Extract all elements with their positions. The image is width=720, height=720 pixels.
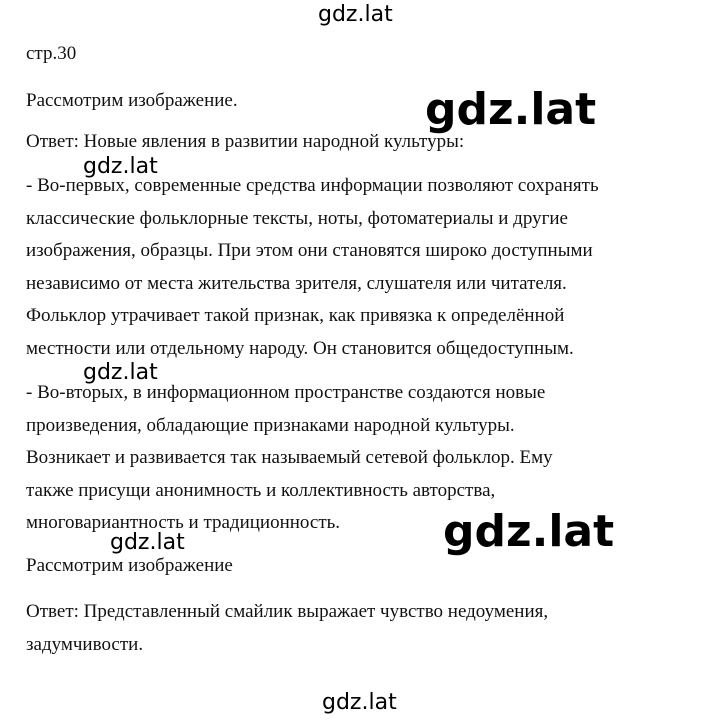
watermark: gdz.lat	[110, 530, 185, 555]
section1-heading: Рассмотрим изображение.	[26, 90, 238, 111]
point1-paragraph	[26, 170, 688, 365]
point1-line: изображения, образцы. При этом они становятся широко доступными	[26, 240, 593, 261]
section2-answer-line: Ответ: Представленный смайлик выражает чувство недоумения,	[26, 601, 549, 622]
watermark: gdz.lat	[443, 506, 615, 557]
point1-line: Фольклор утрачивает такой признак, как привязка к определённой	[26, 305, 565, 326]
page-number: стр.30	[26, 43, 77, 64]
section2-answer	[26, 596, 688, 661]
section2-answer-line: задумчивости.	[26, 633, 144, 655]
watermark: gdz.lat	[318, 2, 393, 27]
point1-line: независимо от места жительства зрителя, слушателя или читателя.	[26, 272, 567, 294]
point2-line: - Во-вторых, в информационном пространстве создаются новые	[26, 382, 546, 403]
point2-line: произведения, обладающие признаками народной культуры.	[26, 414, 515, 436]
watermark: gdz.lat	[425, 84, 597, 135]
watermark: gdz.lat	[322, 690, 397, 715]
watermark: gdz.lat	[83, 360, 158, 385]
point2-line: также присущи анонимность и коллективность авторства,	[26, 479, 496, 501]
watermark: gdz.lat	[83, 154, 158, 179]
point1-line: - Во-первых, современные средства информации позволяют сохранять	[26, 175, 599, 196]
section1-answer-label: Ответ: Новые явления в развитии народной культуры:	[26, 131, 465, 152]
point1-line: местности или отдельному народу. Он становится общедоступным.	[26, 337, 574, 359]
point2-line: Возникает и развивается так называемый сетевой фольклор. Ему	[26, 447, 553, 468]
section2-heading: Рассмотрим изображение	[26, 555, 233, 576]
point2-line: многовариантность и традиционность.	[26, 512, 341, 533]
point1-line: классические фольклорные тексты, ноты, фотоматериалы и другие	[26, 207, 568, 229]
